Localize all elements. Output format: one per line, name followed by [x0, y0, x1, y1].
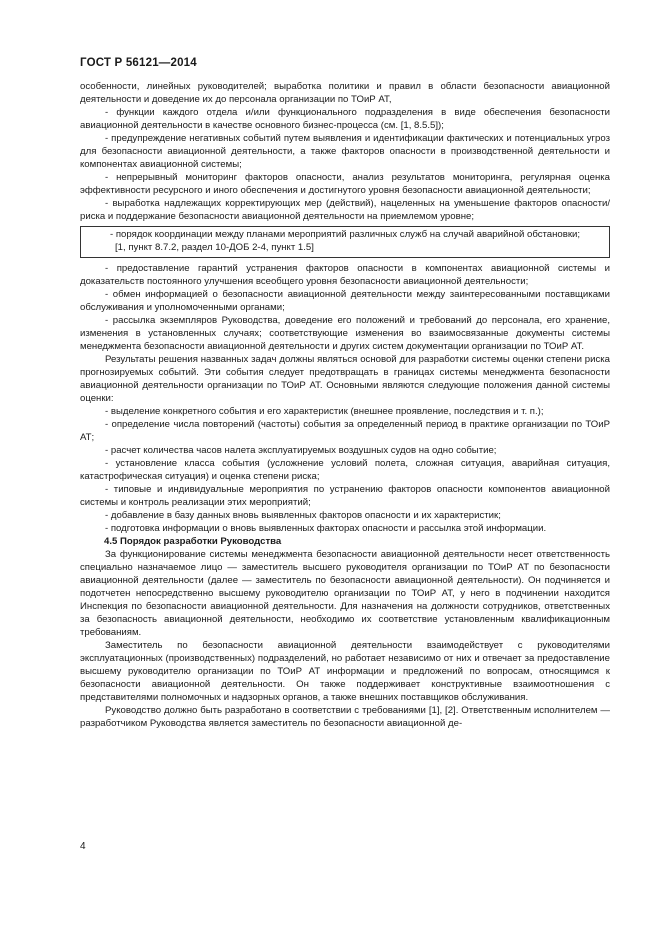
bullet-list-b [80, 262, 610, 353]
list-item: - предупреждение негативных событий путем выявления и идентификации фактических и потенциальных угроз для безопасности авиационной деятельности, а также факторов опасности в производственной деятельности и компонентах авиационной системы; [80, 133, 610, 170]
list-item: - выработка надлежащих корректирующих мер (действий), нацеленных на уменьшение факторов опасности/риска и поддержание безопасности авиационной деятельности на приемлемом уровне; [80, 198, 610, 222]
list-item: - обмен информацией о безопасности авиационной деятельности между заинтересованными поставщиками обслуживания и уполномоченными органами; [80, 289, 610, 313]
document-body [80, 80, 610, 730]
document-header: ГОСТ Р 56121—2014 [80, 57, 197, 69]
list-item: - подготовка информации о вновь выявленных факторах опасности и рассылка этой информации. [105, 523, 547, 534]
list-item: - определение числа повторений (частоты) события за определенный период в практике организации по ТОиР АТ; [80, 419, 610, 443]
list-item: - рассылка экземпляров Руководства, доведение его положений и требований до персонала, его хранение, изменения в установленных случаях; соответствующие изменения во взаимосвязанные документы системы менеджмента безопасности авиационной деятельности и других систем документации организации по ТОиР АТ. [80, 315, 610, 352]
page-number: 4 [80, 841, 86, 852]
list-item: - расчет количества часов налета эксплуатируемых воздушных судов на одно событие; [105, 445, 497, 456]
list-item: - непрерывный мониторинг факторов опасности, анализ результатов мониторинга, регулярная оценка эффективности ресурсного и иного обеспечения и достигнутого уровня безопасности авиационной деятельности; [80, 172, 610, 196]
list-item: - типовые и индивидуальные мероприятия по устранению факторов опасности компонентов авиационной системы и контроль реализации этих мероприятий; [80, 484, 610, 508]
section-title: 4.5 Порядок разработки Руководства [104, 536, 282, 547]
bullet-list-c [80, 405, 610, 535]
bullet-list-a [80, 106, 610, 223]
boxed-text: - порядок координации между планами мероприятий различных служб на случай аварийной обстановки; [110, 229, 581, 240]
boxed-amendment [80, 226, 610, 258]
boxed-reference: [1, пункт 8.7.2, раздел 10-ДОБ 2-4, пункт 1.5] [115, 242, 314, 253]
section-paragraph: За функционирование системы менеджмента безопасности авиационной деятельности несет ответственность специально назначаемое лицо — заместитель высшего руководителя организации по ТОиР АТ по безопасности авиационной деятельности (далее — заместитель по безопасности авиационной деятельности). Он подчиняется и подотчетен непосредственно высшему руководителю организации по ТОиР АТ, у него в подчинении находится Инспекция по безопасности авиационной деятельности. Для назначения на должности сотрудников, ответственных за безопасность авиационной деятельности, необходимо их соответствие установленным квалификационным требованиям. [80, 549, 610, 638]
section-paragraph: Руководство должно быть разработано в соответствии с требованиями [1], [2]. Ответственным исполнителем — разработчиком Руководства является заместитель по безопасности авиационной де- [80, 705, 610, 729]
results-paragraph: Результаты решения названных задач должны являться основой для разработки системы оценки степени риска прогнозируемых событий. Эти события следует предотвращать в границах системы менеджмента безопасности авиационной деятельности организации по ТОиР АТ. Основными являются следующие положения данной системы оценки: [80, 354, 610, 404]
list-item: - выделение конкретного события и его характеристик (внешнее проявление, последствия и т. п.); [105, 406, 544, 417]
list-item: - установление класса события (усложнение условий полета, сложная ситуация, аварийная ситуация, катастрофическая ситуация) и оценка степени риска; [80, 458, 610, 482]
list-item: - функции каждого отдела и/или функционального подразделения в виде обеспечения безопасности авиационной деятельности в качестве основного бизнес-процесса (см. [1, 8.5.5]); [80, 107, 610, 131]
section-paragraph: Заместитель по безопасности авиационной деятельности взаимодействует с руководителями эксплуатационных (производственных) подразделений, но работает независимо от них и отвечает за предоставление высшему руководителю организации по ТОиР АТ информации и предложений по вопросам, относящимся к безопасности авиационной деятельности. Он также поддерживает конструктивные взаимоотношения с представителями полномочных и надзорных органов, а также внешних поставщиков обслуживания. [80, 640, 610, 703]
list-item: - добавление в базу данных вновь выявленных факторов опасности и их характеристик; [105, 510, 501, 521]
list-item: - предоставление гарантий устранения факторов опасности в компонентах авиационной системы и доказательств постоянного улучшения всеобщего уровня безопасности авиационной деятельности; [80, 263, 610, 287]
intro-paragraph: особенности, линейных руководителей; выработка политики и правил в области безопасности авиационной деятельности и доведение их до персонала организации по ТОиР АТ, [80, 81, 610, 105]
